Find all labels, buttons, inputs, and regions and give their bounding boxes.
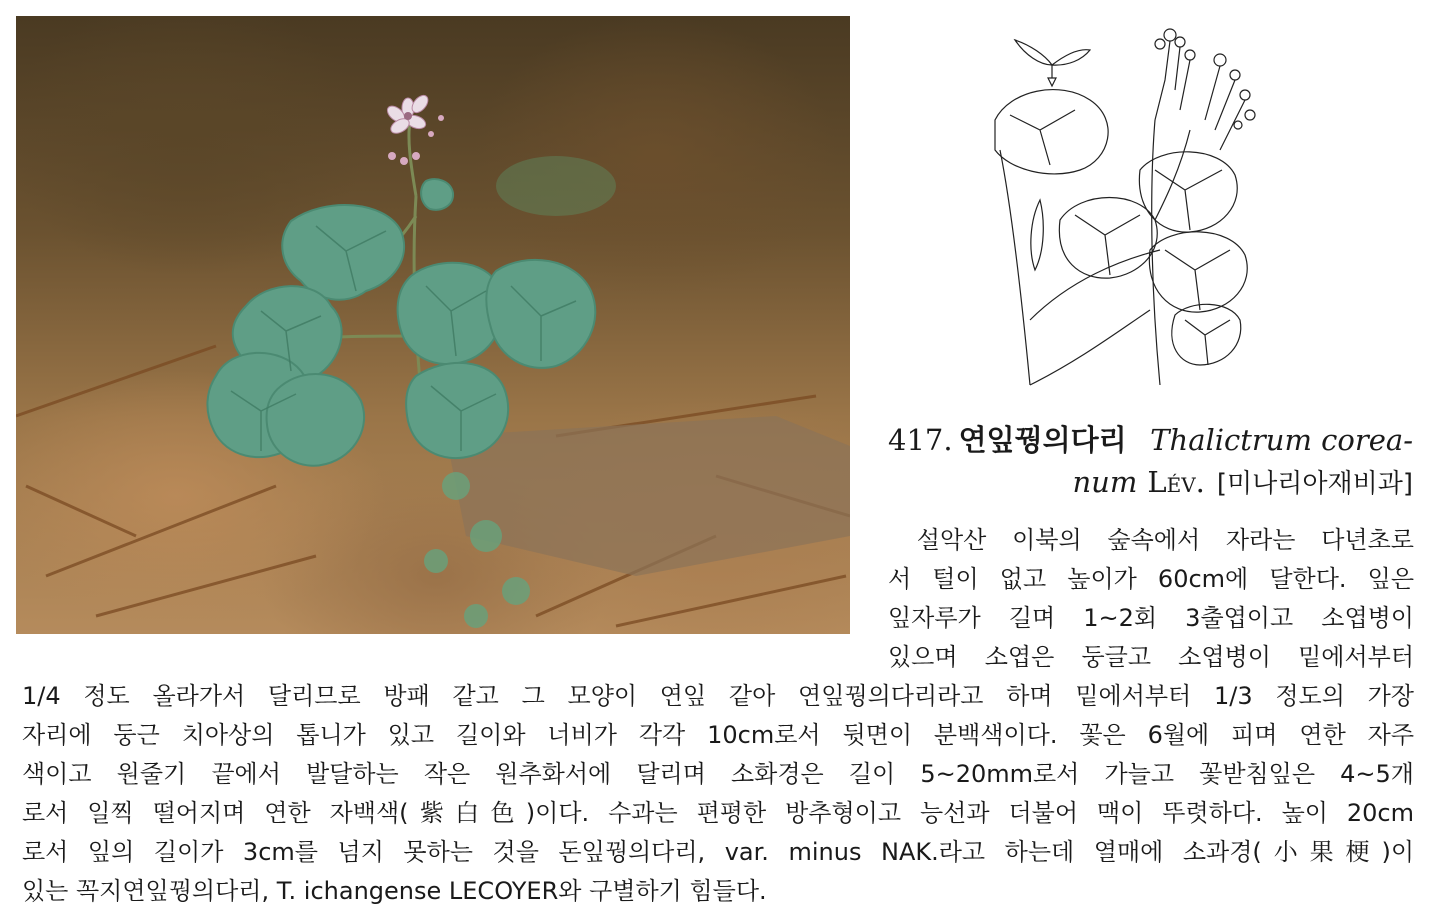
botanical-illustration: [990, 20, 1260, 400]
illustration-flower-clusters: [1155, 29, 1255, 150]
author-name: Lév.: [1147, 465, 1205, 499]
scientific-name-part2: num: [1072, 465, 1138, 499]
scientific-name-part1: Thalictrum corea-: [1150, 423, 1413, 457]
entry-subtitle: [1073, 464, 1414, 502]
family-name: [미나리아재비과]: [1216, 469, 1413, 499]
description-line: 잎자루가 길며 1~2회 3출엽이고 소엽병이: [888, 604, 1414, 632]
description-line: 1/4 정도 올라가서 달리므로 방패 같고 그 모양이 연잎 같아 연잎꿩의다리라고 하며 밑에서부터 1/3 정도의 가장: [22, 682, 1414, 710]
description-right-column: [888, 521, 1414, 677]
botanical-line-drawing: [990, 20, 1260, 400]
description-line: 설악산 이북의 숲속에서 자라는 다년초로: [916, 526, 1414, 554]
description-line: 색이고 원줄기 끝에서 발달하는 작은 원추화서에 달리며 소화경은 길이 5~20mm로서 가늘고 꽃받침잎은 4~5개: [22, 760, 1414, 788]
flowers: [384, 92, 444, 165]
description-line: 로서 일찍 떨어지며 연한 자백색(紫白色)이다. 수과는 편평한 방추형이고 능선과 더불어 맥이 뚜렷하다. 높이 20cm: [22, 799, 1414, 827]
description-line: 서 털이 없고 높이가 60cm에 달한다. 잎은: [888, 565, 1414, 593]
description-line: 로서 잎의 길이가 3cm를 넘지 못하는 것을 돈잎꿩의다리, var. minus NAK.라고 하는데 열매에 소과경(小果梗)이: [22, 838, 1414, 866]
description-line: 자리에 둥근 치아상의 톱니가 있고 길이와 너비가 각각 10cm로서 뒷면이 분백색이다. 꽃은 6월에 피며 연한 자주: [22, 721, 1414, 749]
description-full-width: [22, 677, 1414, 911]
illustration-leaves: [995, 90, 1247, 365]
korean-name: 연잎꿩의다리: [958, 423, 1127, 457]
entry-number: 417.: [888, 423, 953, 457]
leaves: [207, 179, 595, 466]
background-foliage: [496, 156, 616, 216]
entry-title: [888, 422, 1413, 458]
plant-photograph: [16, 16, 850, 634]
plant-photo-drawing: [16, 16, 850, 634]
rock: [446, 416, 850, 576]
description-line: 있으며 소엽은 둥글고 소엽병이 밑에서부터: [888, 643, 1414, 671]
description-line: 있는 꼭지연잎꿩의다리, T. ichangense LECOYER와 구별하기 힘들다.: [22, 877, 767, 905]
